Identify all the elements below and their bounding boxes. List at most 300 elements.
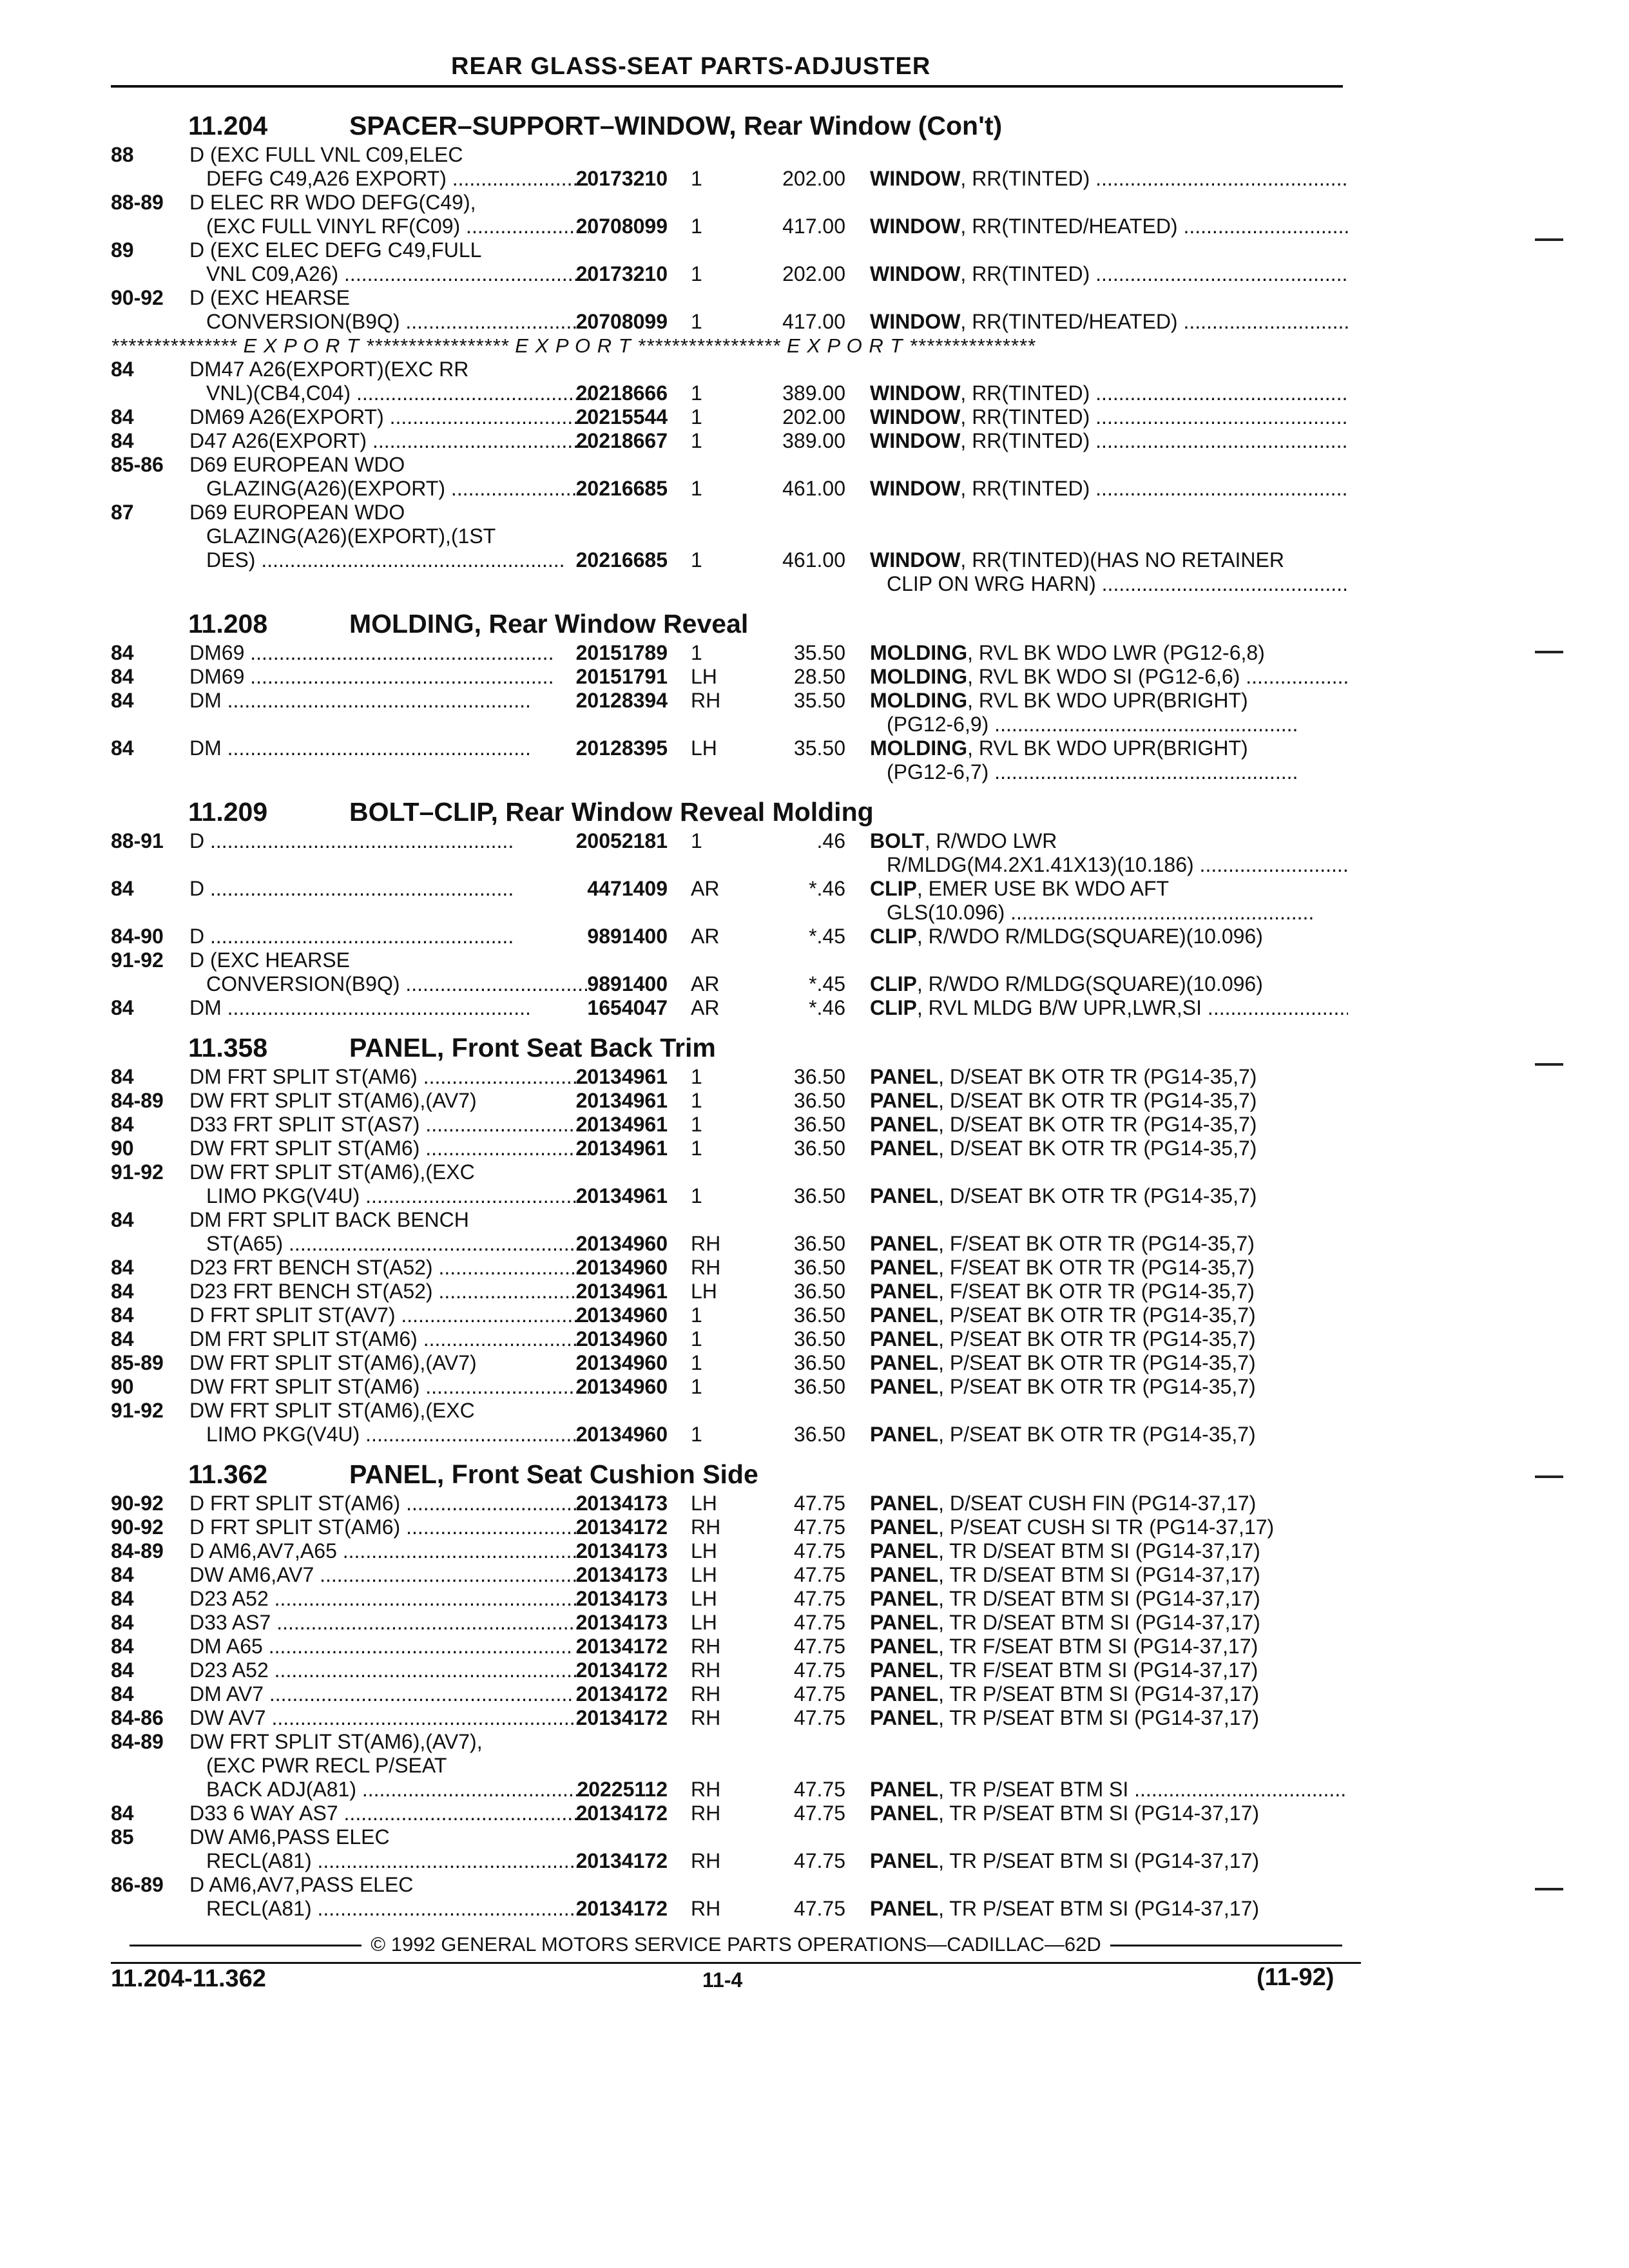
part-name	[870, 1137, 1348, 1160]
part-name-line	[870, 1375, 1348, 1399]
part-name	[870, 1611, 1348, 1635]
part-number: 20216685	[575, 477, 668, 500]
part-modifier: , TR D/SEAT BTM SI (PG14-37,17)	[938, 1611, 1260, 1634]
description-line: DM .....	[189, 689, 589, 713]
description-line: D23 FRT BENCH ST(A52) .....	[189, 1256, 589, 1280]
copyright-line	[111, 1933, 1361, 1956]
part-name-line	[870, 1113, 1348, 1137]
part-modifier: , RR(TINTED)	[960, 167, 1090, 190]
part-noun: WINDOW	[870, 405, 961, 428]
part-name	[870, 1897, 1348, 1921]
part-entry	[111, 1539, 1348, 1563]
quantity: 1	[691, 1375, 702, 1398]
part-entry	[111, 1802, 1348, 1825]
section-heading	[111, 1026, 1348, 1065]
part-description	[189, 1399, 589, 1446]
part-name-line: (PG12-6,7) .....	[870, 760, 1348, 784]
price: 36.50	[793, 1303, 845, 1327]
margin-mark	[1535, 1888, 1563, 1890]
part-number: 20134172	[575, 1635, 668, 1658]
model-year: 84	[111, 1208, 134, 1231]
part-noun: PANEL	[870, 1682, 939, 1706]
part-number: 20134172	[575, 1658, 668, 1682]
price: 389.00	[782, 381, 845, 405]
quantity: RH	[691, 1232, 721, 1255]
quantity: RH	[691, 1802, 721, 1825]
part-number: 20218666	[575, 381, 668, 405]
part-name-line	[870, 641, 1348, 665]
part-number: 20134960	[575, 1303, 668, 1327]
part-name-line	[870, 1327, 1348, 1351]
quantity: 1	[691, 641, 702, 664]
description-line: DW AV7 .....	[189, 1706, 589, 1730]
description-line: DW FRT SPLIT ST(AM6),(EXC	[189, 1160, 475, 1184]
part-noun: WINDOW	[870, 381, 961, 405]
price: 47.75	[793, 1682, 845, 1706]
description-line: DW FRT SPLIT ST(AM6) .....	[189, 1375, 589, 1399]
price: 461.00	[782, 548, 845, 572]
part-number: 20134172	[575, 1849, 668, 1872]
part-description	[189, 1375, 589, 1399]
description-line: LIMO PKG(V4U) .....	[189, 1184, 589, 1208]
section-title: PANEL, Front Seat Back Trim	[349, 1033, 716, 1062]
section-title: PANEL, Front Seat Cushion Side	[349, 1459, 758, 1489]
description-line: D .....	[189, 877, 589, 901]
part-modifier: , RR(TINTED)(HAS NO RETAINER	[960, 548, 1284, 572]
part-number: 20151791	[575, 665, 668, 688]
part-name	[870, 1113, 1348, 1137]
description-line: CONVERSION(B9Q) .....	[189, 310, 589, 334]
part-description	[189, 1256, 589, 1280]
quantity: RH	[691, 1682, 721, 1706]
part-noun: BOLT	[870, 829, 925, 852]
part-description	[189, 948, 589, 996]
description-line: DES) .....	[189, 548, 589, 572]
part-description	[189, 1160, 589, 1208]
part-noun: PANEL	[870, 1611, 939, 1634]
part-number: 20708099	[575, 215, 668, 238]
export-divider: *************** E X P O R T ***************** E X P O R T ***************** E X P O R T ***************	[111, 334, 1036, 357]
margin-mark	[1535, 651, 1563, 653]
part-number: 20134172	[575, 1682, 668, 1706]
part-noun: PANEL	[870, 1563, 939, 1586]
price: 36.50	[793, 1065, 845, 1088]
part-entry	[111, 191, 1348, 238]
quantity: LH	[691, 736, 717, 760]
part-entry	[111, 1563, 1348, 1587]
description-line: DEFG C49,A26 EXPORT) .....	[189, 167, 589, 191]
model-year: 91-92	[111, 948, 164, 972]
quantity: 1	[691, 548, 702, 572]
price: 36.50	[793, 1256, 845, 1279]
part-entry	[111, 1635, 1348, 1658]
model-year: 84-89	[111, 1730, 164, 1753]
price: *.46	[809, 996, 845, 1019]
part-description	[189, 1682, 589, 1706]
part-name-line	[870, 310, 1348, 334]
part-noun: PANEL	[870, 1351, 939, 1374]
footer-right-line	[1110, 1945, 1342, 1946]
part-noun: WINDOW	[870, 477, 961, 500]
quantity: LH	[691, 1539, 717, 1562]
part-number: 20151789	[575, 641, 668, 664]
price: 47.75	[793, 1587, 845, 1610]
part-name	[870, 1706, 1348, 1730]
part-noun: WINDOW	[870, 429, 961, 452]
part-entry	[111, 1399, 1348, 1446]
part-modifier: , TR F/SEAT BTM SI (PG14-37,17)	[938, 1658, 1258, 1682]
part-entry	[111, 1137, 1348, 1160]
price: *.45	[809, 972, 845, 995]
part-description	[189, 1539, 589, 1563]
footer-left-line	[130, 1945, 361, 1946]
part-name	[870, 405, 1348, 429]
part-name-line	[870, 262, 1348, 286]
part-modifier: , P/SEAT BK OTR TR (PG14-35,7)	[938, 1303, 1256, 1327]
part-name-line	[870, 1611, 1348, 1635]
part-description	[189, 453, 589, 501]
description-line: D33 6 WAY AS7 .....	[189, 1802, 589, 1825]
part-number: 20134173	[575, 1492, 668, 1515]
price: 35.50	[793, 641, 845, 664]
part-modifier: , R/WDO R/MLDG(SQUARE)(10.096)	[916, 972, 1263, 995]
part-description	[189, 238, 589, 286]
part-modifier: , P/SEAT BK OTR TR (PG14-35,7)	[938, 1375, 1256, 1398]
part-name	[870, 167, 1348, 191]
quantity: 1	[691, 429, 702, 452]
model-year: 84	[111, 1563, 134, 1586]
description-line: DW AM6,PASS ELEC	[189, 1825, 390, 1849]
price: 47.75	[793, 1897, 845, 1920]
part-modifier: , R/WDO R/MLDG(SQUARE)(10.096)	[916, 925, 1263, 948]
part-name	[870, 641, 1348, 665]
part-entry	[111, 1113, 1348, 1137]
part-name-line	[870, 689, 1348, 713]
part-noun: PANEL	[870, 1423, 939, 1446]
part-entry	[111, 1065, 1348, 1089]
part-description	[189, 736, 589, 760]
description-line: GLAZING(A26)(EXPORT) .....	[189, 477, 589, 501]
price: 202.00	[782, 167, 845, 190]
part-description	[189, 641, 589, 665]
quantity: LH	[691, 1611, 717, 1634]
description-line: D .....	[189, 829, 589, 853]
part-name	[870, 689, 1348, 736]
part-entry	[111, 829, 1348, 877]
part-description	[189, 1587, 589, 1611]
part-noun: PANEL	[870, 1539, 939, 1562]
part-modifier: , RR(TINTED)	[960, 381, 1090, 405]
part-name	[870, 925, 1348, 948]
part-number: 9891400	[587, 972, 668, 995]
part-number: 20052181	[575, 829, 668, 852]
price: 36.50	[793, 1113, 845, 1136]
part-number: 20128394	[575, 689, 668, 712]
part-description	[189, 689, 589, 713]
part-description	[189, 1327, 589, 1351]
part-noun: PANEL	[870, 1587, 939, 1610]
quantity: 1	[691, 1423, 702, 1446]
description-line: GLAZING(A26)(EXPORT),(1ST	[206, 524, 496, 548]
model-year: 84	[111, 689, 134, 712]
description-line: ST(A65) .....	[189, 1232, 589, 1256]
quantity: 1	[691, 1137, 702, 1160]
part-number: 20173210	[575, 167, 668, 190]
model-year: 84	[111, 1658, 134, 1682]
section-heading	[111, 104, 1348, 143]
part-number: 9891400	[587, 925, 668, 948]
description-line: DW FRT SPLIT ST(AM6),(EXC	[189, 1399, 475, 1422]
part-number: 20128395	[575, 736, 668, 760]
part-modifier: , D/SEAT BK OTR TR (PG14-35,7)	[938, 1065, 1257, 1088]
part-noun: CLIP	[870, 925, 917, 948]
part-name-line: (PG12-6,9) .....	[870, 713, 1348, 736]
part-entry	[111, 1351, 1348, 1375]
part-noun: PANEL	[870, 1375, 939, 1398]
part-description	[189, 877, 589, 901]
part-modifier: , RVL BK WDO SI (PG12-6,6)	[967, 665, 1240, 688]
description-line: LIMO PKG(V4U) .....	[189, 1423, 589, 1446]
model-year: 84-89	[111, 1089, 164, 1112]
part-name	[870, 996, 1348, 1020]
part-entry	[111, 143, 1348, 191]
part-description	[189, 1065, 589, 1089]
model-year: 84	[111, 405, 134, 428]
price: 36.50	[793, 1184, 845, 1207]
part-description	[189, 1825, 589, 1873]
footer-section-range: 11.204-11.362	[111, 1965, 266, 1992]
part-modifier: , R/WDO LWR	[924, 829, 1057, 852]
part-name	[870, 1635, 1348, 1658]
part-entry	[111, 501, 1348, 596]
part-modifier: , TR D/SEAT BTM SI (PG14-37,17)	[938, 1563, 1260, 1586]
part-description	[189, 1089, 589, 1113]
model-year: 84	[111, 996, 134, 1019]
part-number: 20134961	[575, 1184, 668, 1207]
part-entry	[111, 1515, 1348, 1539]
part-modifier: , EMER USE BK WDO AFT	[916, 877, 1170, 900]
description-line: RECL(A81) .....	[189, 1897, 589, 1921]
quantity: AR	[691, 996, 720, 1019]
price: 47.75	[793, 1539, 845, 1562]
part-entry	[111, 405, 1348, 429]
description-line: VNL C09,A26) .....	[189, 262, 589, 286]
price: 417.00	[782, 310, 845, 333]
part-name-line	[870, 1256, 1348, 1280]
part-description	[189, 429, 589, 453]
price: 36.50	[793, 1375, 845, 1398]
description-line: D23 A52 .....	[189, 1658, 589, 1682]
part-name	[870, 215, 1348, 238]
part-entry	[111, 1160, 1348, 1208]
model-year: 84	[111, 358, 134, 381]
part-noun: PANEL	[870, 1089, 939, 1112]
part-modifier: , F/SEAT BK OTR TR (PG14-35,7)	[938, 1280, 1255, 1303]
price: 36.50	[793, 1137, 845, 1160]
description-line: DM AV7 .....	[189, 1682, 589, 1706]
page-title: REAR GLASS-SEAT PARTS-ADJUSTER	[451, 53, 931, 80]
part-name	[870, 1778, 1348, 1802]
part-number: 20134961	[575, 1137, 668, 1160]
part-modifier: , TR P/SEAT BTM SI (PG14-37,17)	[938, 1706, 1260, 1729]
part-noun: PANEL	[870, 1897, 939, 1920]
quantity: 1	[691, 1089, 702, 1112]
part-noun: PANEL	[870, 1515, 939, 1539]
part-description	[189, 358, 589, 405]
quantity: LH	[691, 665, 717, 688]
part-name-line	[870, 1280, 1348, 1303]
part-name	[870, 1563, 1348, 1587]
model-year: 88-91	[111, 829, 164, 852]
part-description	[189, 1208, 589, 1256]
section-number: 11.362	[188, 1459, 268, 1489]
part-name	[870, 1351, 1348, 1375]
part-noun: PANEL	[870, 1658, 939, 1682]
description-line: D (EXC HEARSE	[189, 948, 350, 972]
part-name-line	[870, 665, 1348, 689]
part-number: 20134172	[575, 1515, 668, 1539]
quantity: RH	[691, 1635, 721, 1658]
part-modifier: , RVL MLDG B/W UPR,LWR,SI	[916, 996, 1202, 1019]
description-line: CONVERSION(B9Q) .....	[189, 972, 589, 996]
description-line: D (EXC FULL VNL C09,ELEC	[189, 143, 463, 166]
footer-rule	[111, 1962, 1361, 1964]
part-name-line	[870, 405, 1348, 429]
part-entry	[111, 286, 1348, 334]
description-line: DW FRT SPLIT ST(AM6),(AV7)	[189, 1089, 477, 1112]
part-description	[189, 1611, 589, 1635]
part-entry	[111, 996, 1348, 1020]
description-line: D23 A52 .....	[189, 1587, 589, 1611]
price: 28.50	[793, 665, 845, 688]
part-number: 20134961	[575, 1280, 668, 1303]
quantity: 1	[691, 477, 702, 500]
price: 36.50	[793, 1351, 845, 1374]
part-name-line	[870, 548, 1348, 572]
part-name	[870, 477, 1348, 501]
part-number: 20134960	[575, 1327, 668, 1350]
part-entry	[111, 238, 1348, 286]
part-entry	[111, 453, 1348, 501]
part-noun: WINDOW	[870, 167, 961, 190]
quantity: RH	[691, 1778, 721, 1801]
price: 47.75	[793, 1563, 845, 1586]
part-name-line	[870, 1682, 1348, 1706]
part-name-line	[870, 996, 1348, 1020]
part-modifier: , F/SEAT BK OTR TR (PG14-35,7)	[938, 1232, 1255, 1255]
part-name-line	[870, 1563, 1348, 1587]
part-modifier: , TR P/SEAT BTM SI (PG14-37,17)	[938, 1897, 1260, 1920]
description-line: DM47 A26(EXPORT)(EXC RR	[189, 358, 469, 381]
part-noun: PANEL	[870, 1137, 939, 1160]
part-description	[189, 665, 589, 689]
section-title: BOLT–CLIP, Rear Window Reveal Molding	[349, 797, 874, 827]
part-name-line	[870, 1539, 1348, 1563]
part-number: 20134172	[575, 1706, 668, 1729]
quantity: 1	[691, 1303, 702, 1327]
part-name-line	[870, 877, 1348, 901]
part-entry	[111, 1873, 1348, 1921]
price: 417.00	[782, 215, 845, 238]
part-noun: PANEL	[870, 1802, 939, 1825]
part-entry	[111, 689, 1348, 736]
part-description	[189, 405, 589, 429]
part-entry	[111, 1825, 1348, 1873]
part-name-line	[870, 1658, 1348, 1682]
model-year: 84	[111, 1113, 134, 1136]
description-line: D FRT SPLIT ST(AM6) .....	[189, 1492, 589, 1515]
part-modifier: , P/SEAT BK OTR TR (PG14-35,7)	[938, 1423, 1256, 1446]
section-heading	[111, 602, 1348, 641]
part-name	[870, 972, 1348, 996]
model-year: 84	[111, 665, 134, 688]
price: 389.00	[782, 429, 845, 452]
description-line: D (EXC HEARSE	[189, 286, 350, 309]
part-name-line	[870, 1232, 1348, 1256]
part-noun: PANEL	[870, 1635, 939, 1658]
model-year: 87	[111, 501, 134, 524]
model-year: 84	[111, 736, 134, 760]
description-line: DM69 .....	[189, 665, 589, 689]
part-noun: MOLDING	[870, 689, 968, 712]
part-number: 20134172	[575, 1802, 668, 1825]
model-year: 91-92	[111, 1399, 164, 1422]
model-year: 90-92	[111, 1492, 164, 1515]
part-modifier: , D/SEAT CUSH FIN (PG14-37,17)	[938, 1492, 1257, 1515]
part-number: 20134960	[575, 1351, 668, 1374]
part-number: 20134961	[575, 1065, 668, 1088]
part-number: 20134960	[575, 1375, 668, 1398]
description-line: DW FRT SPLIT ST(AM6),(AV7)	[189, 1351, 477, 1374]
part-number: 20134173	[575, 1539, 668, 1562]
part-name	[870, 1539, 1348, 1563]
part-entry	[111, 948, 1348, 996]
part-description	[189, 1658, 589, 1682]
part-description	[189, 1563, 589, 1587]
part-modifier: , RR(TINTED)	[960, 262, 1090, 285]
price: .46	[816, 829, 845, 852]
quantity: AR	[691, 925, 720, 948]
part-name-line	[870, 429, 1348, 453]
part-number: 20216685	[575, 548, 668, 572]
part-entry	[111, 1208, 1348, 1256]
part-description	[189, 286, 589, 334]
part-number: 20225112	[577, 1778, 668, 1801]
part-name	[870, 1682, 1348, 1706]
part-name	[870, 877, 1348, 925]
description-line: D33 FRT SPLIT ST(AS7) .....	[189, 1113, 589, 1137]
part-name	[870, 1802, 1348, 1825]
part-name-line	[870, 1587, 1348, 1611]
part-entry	[111, 1611, 1348, 1635]
price: 47.75	[793, 1658, 845, 1682]
part-entry	[111, 1375, 1348, 1399]
description-line: D FRT SPLIT ST(AM6) .....	[189, 1515, 589, 1539]
part-entry	[111, 1256, 1348, 1280]
part-description	[189, 501, 589, 572]
quantity: 1	[691, 262, 702, 285]
section-number: 11.204	[188, 111, 268, 140]
price: 35.50	[793, 689, 845, 712]
model-year: 84-86	[111, 1706, 164, 1729]
part-modifier: , RR(TINTED)	[960, 477, 1090, 500]
quantity: 1	[691, 381, 702, 405]
part-name	[870, 1375, 1348, 1399]
part-name-line: CLIP ON WRG HARN) .....	[870, 572, 1348, 596]
part-number: 20215544	[575, 405, 668, 428]
part-name-line	[870, 1897, 1348, 1921]
model-year: 88-89	[111, 191, 164, 214]
